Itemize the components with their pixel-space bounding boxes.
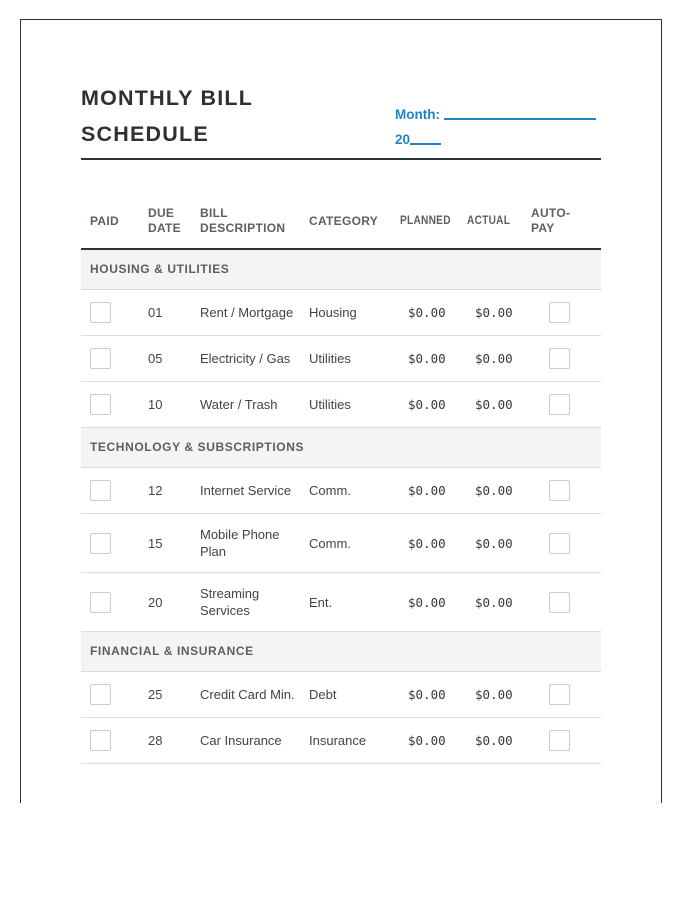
autopay-checkbox[interactable]	[549, 302, 570, 323]
paid-cell	[81, 573, 139, 632]
header-due-date: DUE DATE	[139, 160, 191, 249]
month-line	[395, 102, 601, 127]
paid-cell	[81, 718, 139, 764]
category-cell: Ent.	[300, 573, 391, 632]
autopay-cell	[522, 672, 601, 718]
paid-cell	[81, 468, 139, 514]
paid-cell	[81, 382, 139, 428]
paid-checkbox[interactable]	[90, 480, 111, 501]
paid-cell	[81, 514, 139, 573]
bill-description-cell: Car Insurance	[191, 718, 300, 764]
category-cell: Debt	[300, 672, 391, 718]
paid-checkbox[interactable]	[90, 684, 111, 705]
planned-amount: $0.00	[391, 382, 458, 428]
bill-row	[81, 382, 601, 428]
paid-checkbox[interactable]	[90, 394, 111, 415]
title-bar	[81, 80, 601, 152]
due-date-cell: 01	[139, 290, 191, 336]
bill-description-cell: Internet Service	[191, 468, 300, 514]
paid-checkbox[interactable]	[90, 592, 111, 613]
header-auto-pay: AUTO-PAY	[522, 160, 601, 249]
year-prefix: 20	[395, 132, 411, 147]
document-page	[20, 19, 662, 803]
autopay-checkbox[interactable]	[549, 533, 570, 554]
month-label: Month:	[395, 107, 440, 122]
due-date-cell: 10	[139, 382, 191, 428]
section-title: FINANCIAL & INSURANCE	[81, 632, 601, 672]
year-line	[395, 127, 601, 152]
due-date-cell: 28	[139, 718, 191, 764]
autopay-checkbox[interactable]	[549, 480, 570, 501]
autopay-checkbox[interactable]	[549, 592, 570, 613]
actual-amount: $0.00	[458, 573, 522, 632]
category-cell: Insurance	[300, 718, 391, 764]
actual-amount: $0.00	[458, 672, 522, 718]
bill-description-cell: Water / Trash	[191, 382, 300, 428]
section-title: HOUSING & UTILITIES	[81, 249, 601, 290]
autopay-checkbox[interactable]	[549, 684, 570, 705]
actual-amount: $0.00	[458, 718, 522, 764]
due-date-cell: 05	[139, 336, 191, 382]
paid-cell	[81, 672, 139, 718]
bill-description-cell: Rent / Mortgage	[191, 290, 300, 336]
paid-checkbox[interactable]	[90, 730, 111, 751]
planned-amount: $0.00	[391, 514, 458, 573]
planned-amount: $0.00	[391, 672, 458, 718]
category-cell: Utilities	[300, 336, 391, 382]
year-input-line[interactable]	[410, 132, 441, 145]
bill-description-cell: Credit Card Min.	[191, 672, 300, 718]
bill-row	[81, 290, 601, 336]
bill-row	[81, 336, 601, 382]
planned-amount: $0.00	[391, 468, 458, 514]
header-category: CATEGORY	[300, 160, 391, 249]
page-title: MONTHLY BILL SCHEDULE	[81, 86, 253, 146]
section-header-row	[81, 632, 601, 672]
bill-row	[81, 573, 601, 632]
bill-table-body	[81, 249, 601, 764]
actual-amount: $0.00	[458, 514, 522, 573]
actual-amount: $0.00	[458, 290, 522, 336]
due-date-cell: 25	[139, 672, 191, 718]
bill-schedule-table	[81, 160, 601, 764]
actual-amount: $0.00	[458, 468, 522, 514]
header-actual: ACTUAL	[458, 160, 522, 249]
due-date-cell: 15	[139, 514, 191, 573]
category-cell: Housing	[300, 290, 391, 336]
header-planned: PLANNED	[391, 160, 458, 249]
autopay-cell	[522, 290, 601, 336]
planned-amount: $0.00	[391, 718, 458, 764]
header-paid: PAID	[81, 160, 139, 249]
paid-checkbox[interactable]	[90, 348, 111, 369]
autopay-cell	[522, 573, 601, 632]
table-header	[81, 160, 601, 249]
autopay-cell	[522, 468, 601, 514]
bill-row	[81, 718, 601, 764]
month-input-line[interactable]	[444, 107, 596, 120]
actual-amount: $0.00	[458, 336, 522, 382]
section-header-row	[81, 249, 601, 290]
planned-amount: $0.00	[391, 290, 458, 336]
bill-row	[81, 468, 601, 514]
planned-amount: $0.00	[391, 573, 458, 632]
header-bill-description: BILL DESCRIPTION	[191, 160, 300, 249]
autopay-cell	[522, 336, 601, 382]
bill-description-cell: Mobile Phone Plan	[191, 514, 300, 573]
due-date-cell: 20	[139, 573, 191, 632]
section-title: TECHNOLOGY & SUBSCRIPTIONS	[81, 428, 601, 468]
actual-amount: $0.00	[458, 382, 522, 428]
autopay-checkbox[interactable]	[549, 730, 570, 751]
autopay-checkbox[interactable]	[549, 394, 570, 415]
autopay-checkbox[interactable]	[549, 348, 570, 369]
planned-amount: $0.00	[391, 336, 458, 382]
category-cell: Utilities	[300, 382, 391, 428]
paid-cell	[81, 290, 139, 336]
due-date-cell: 12	[139, 468, 191, 514]
bill-description-cell: Electricity / Gas	[191, 336, 300, 382]
month-field	[395, 102, 601, 152]
autopay-cell	[522, 718, 601, 764]
category-cell: Comm.	[300, 468, 391, 514]
bill-row	[81, 672, 601, 718]
section-header-row	[81, 428, 601, 468]
category-cell: Comm.	[300, 514, 391, 573]
paid-checkbox[interactable]	[90, 533, 111, 554]
bill-row	[81, 514, 601, 573]
paid-checkbox[interactable]	[90, 302, 111, 323]
autopay-cell	[522, 382, 601, 428]
paid-cell	[81, 336, 139, 382]
bill-description-cell: Streaming Services	[191, 573, 300, 632]
autopay-cell	[522, 514, 601, 573]
